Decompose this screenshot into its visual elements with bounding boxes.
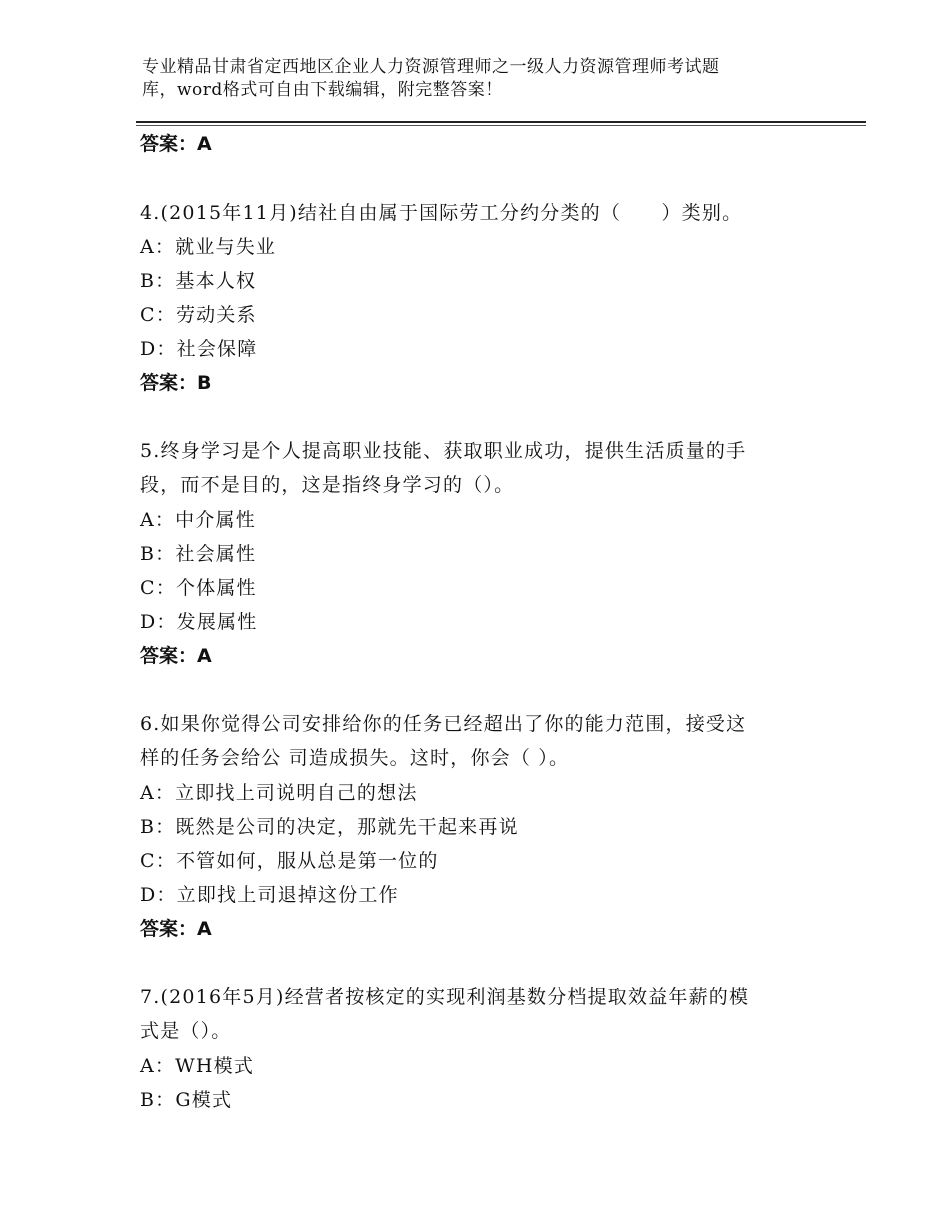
header-line-1: 专业精品甘肃省定西地区企业人力资源管理师之一级人力资源管理师考试题 (142, 57, 720, 77)
document-header (142, 56, 822, 102)
option-d: D：发展属性 (140, 611, 258, 633)
header-line-2: 库，word格式可自由下载编辑，附完整答案！ (142, 80, 503, 100)
header-divider-thick (136, 121, 866, 123)
answer: 答案：B (140, 372, 212, 394)
option-a: A：就业与失业 (140, 236, 277, 258)
question-text (140, 196, 800, 230)
header-divider-thin (136, 125, 866, 126)
option-a: A：WH模式 (140, 1055, 255, 1077)
question-text (140, 434, 800, 502)
question-text (140, 980, 800, 1048)
option-b: B：既然是公司的决定，那就先干起来再说 (140, 816, 519, 838)
option-a: A：立即找上司说明自己的想法 (140, 782, 418, 804)
question-text (140, 707, 800, 775)
prev-answer: 答案：A (140, 133, 212, 155)
option-c: C：个体属性 (140, 577, 257, 599)
question-text-line: 式是（）。 (140, 1020, 232, 1042)
question-text-line: 样的任务会给公 司造成损失。这时，你会（ ）。 (140, 747, 570, 769)
question-text-line: 7.(2016年5月)经营者按核定的实现利润基数分档提取效益年薪的模 (140, 986, 750, 1008)
option-a: A：中介属性 (140, 509, 256, 531)
option-b: B：G模式 (140, 1089, 233, 1111)
question-text-line: 5.终身学习是个人提高职业技能、获取职业成功，提供生活质量的手 (140, 440, 747, 462)
question-text-line: 段，而不是目的，这是指终身学习的（）。 (140, 474, 515, 496)
answer: 答案：A (140, 645, 212, 667)
option-b: B：基本人权 (140, 270, 257, 292)
option-b: B：社会属性 (140, 543, 257, 565)
question-text-line: 4.(2015年11月)结社自由属于国际劳工分约分类的（ ）类别。 (140, 202, 743, 224)
option-d: D：立即找上司退掉这份工作 (140, 884, 399, 906)
answer: 答案：A (140, 918, 212, 940)
option-c: C：不管如何，服从总是第一位的 (140, 850, 439, 872)
question-text-line: 6.如果你觉得公司安排给你的任务已经超出了你的能力范围，接受这 (140, 713, 747, 735)
option-d: D：社会保障 (140, 338, 258, 360)
option-c: C：劳动关系 (140, 304, 257, 326)
